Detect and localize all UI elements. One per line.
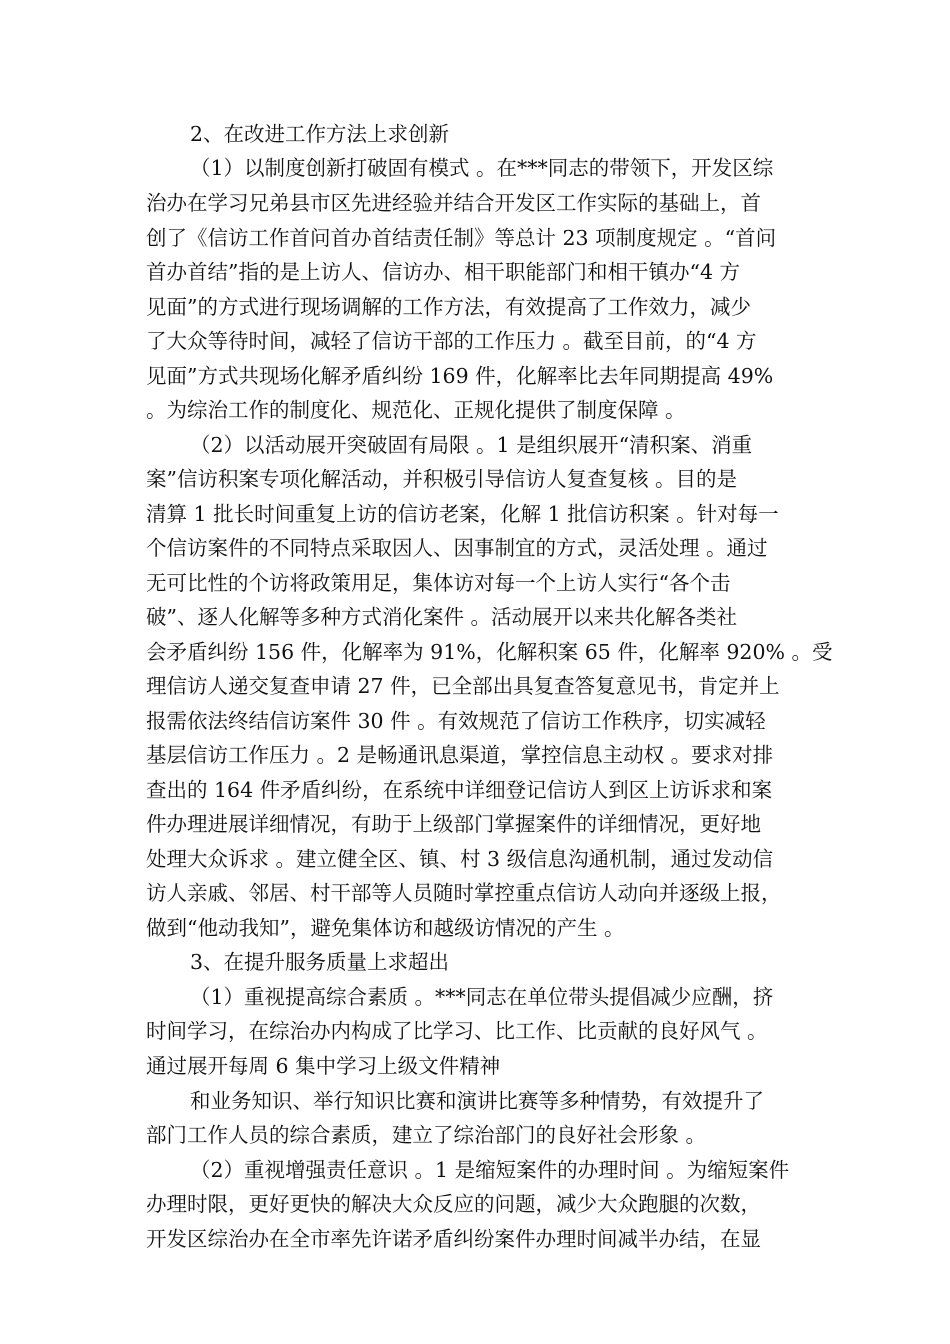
paragraph-line: （2）以活动展开突破固有局限 。1 是组织展开“清积案、消重 <box>190 433 753 457</box>
paragraph-line: 清算 1 批长时间重复上访的信访老案，化解 1 批信访积案 。针对每一 <box>146 502 779 526</box>
paragraph-line: 创了《信访工作首问首办首结责任制》等总计 23 项制度规定 。“首问 <box>146 226 777 250</box>
paragraph-line: 了大众等待时间，减轻了信访干部的工作压力 。截至目前，的“4 方 <box>146 329 757 353</box>
paragraph-line: 个信访案件的不同特点采取因人、因事制宜的方式，灵活处理 。通过 <box>146 536 768 560</box>
paragraph-line: 基层信访工作压力 。2 是畅通讯息渠道，掌控信息主动权 。要求对排 <box>146 743 774 767</box>
paragraph-line: 理信访人递交复查申请 27 件，已全部出具复查答复意见书，肯定并上 <box>146 674 780 698</box>
paragraph-line: 访人亲戚、邻居、村干部等人员随时掌控重点信访人动向并逐级上报， <box>146 881 782 905</box>
section-heading: 3、在提升服务质量上求超出 <box>190 950 450 974</box>
paragraph-line: 案”信访积案专项化解活动，并积极引导信访人复查复核 。目的是 <box>146 467 737 491</box>
paragraph-line: 无可比性的个访将政策用足，集体访对每一个上访人实行“各个击 <box>146 571 731 595</box>
section-heading: 2、在改进工作方法上求创新 <box>190 122 450 146</box>
paragraph-line: 件办理进展详细情况，有助于上级部门掌握案件的详细情况，更好地 <box>146 812 761 836</box>
paragraph-line: 治办在学习兄弟县市区先进经验并结合开发区工作实际的基础上，首 <box>146 191 761 215</box>
paragraph-line: 开发区综治办在全市率先许诺矛盾纠纷案件办理时间减半办结，在显 <box>146 1227 761 1251</box>
paragraph-line: 时间学习，在综治办内构成了比学习、比工作、比贡献的良好风气 。 <box>146 1019 768 1043</box>
paragraph-line: （2）重视增强责任意识 。1 是缩短案件的办理时间 。为缩短案件 <box>190 1158 790 1182</box>
paragraph-line: 。为综治工作的制度化、规范化、正规化提供了制度保障 。 <box>146 398 686 422</box>
paragraph-line: 处理大众诉求 。建立健全区、镇、村 3 级信息沟通机制，通过发动信 <box>146 847 774 871</box>
paragraph-line: （1）重视提高综合素质 。***同志在单位带头提倡减少应酬，挤 <box>190 985 774 1009</box>
paragraph-line: 做到“他动我知”，避免集体访和越级访情况的产生 。 <box>146 916 625 940</box>
paragraph-line: 见面”方式共现场化解矛盾纠纷 169 件，化解率比去年同期提高 49% <box>146 364 774 388</box>
paragraph-line: 首办首结”指的是上访人、信访办、相干职能部门和相干镇办“4 方 <box>146 260 741 284</box>
paragraph-line: 部门工作人员的综合素质，建立了综治部门的良好社会形象 。 <box>146 1123 707 1147</box>
paragraph-line: 办理时限，更好更快的解决大众反应的问题，减少大众跑腿的次数， <box>146 1192 761 1216</box>
paragraph-line: 破”、逐人化解等多种方式消化案件 。活动展开以来共化解各类社 <box>146 605 737 629</box>
paragraph-line: 会矛盾纠纷 156 件，化解率为 91%，化解积案 65 件，化解率 920% 。受 <box>146 640 833 664</box>
paragraph-line: （1）以制度创新打破固有模式 。在***同志的带领下，开发区综 <box>190 156 774 180</box>
paragraph-line: 查出的 164 件矛盾纠纷，在系统中详细登记信访人到区上访诉求和案 <box>146 778 773 802</box>
paragraph-line: 报需依法终结信访案件 30 件 。有效规范了信访工作秩序，切实减轻 <box>146 709 766 733</box>
paragraph-line: 和业务知识、举行知识比赛和演讲比赛等多种情势，有效提升了 <box>190 1089 764 1113</box>
paragraph-line: 通过展开每周 6 集中学习上级文件精神 <box>146 1054 501 1078</box>
paragraph-line: 见面”的方式进行现场调解的工作方法，有效提高了工作效力，减少 <box>146 295 751 319</box>
